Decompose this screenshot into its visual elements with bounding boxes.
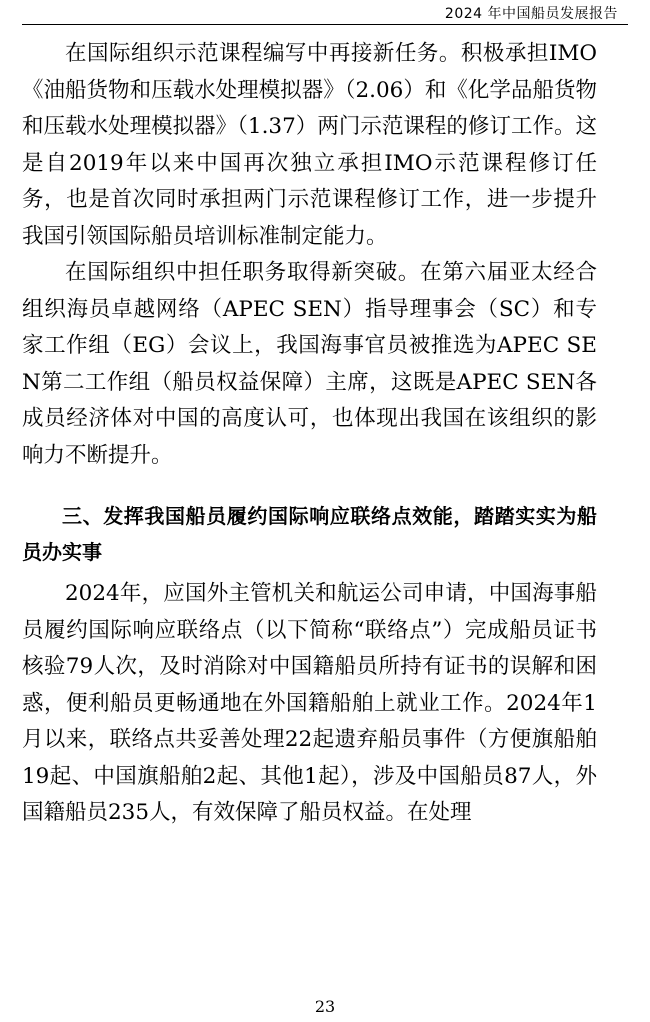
paragraph-apec-sen: 在国际组织中担任职务取得新突破。在第六届亚太经合组织海员卓越网络（APEC SEN）指导理事会（SC）和专家工作组（EG）会议上，我国海事官员被推选为APEC SEN第二工作组（船员权益保障）主席，这既是APEC SEN各成员经济体对中国的高度认可，也体现出我国在该组织的影响力不断提升。: [22, 260, 597, 468]
running-header: 2024 年中国船员发展报告: [444, 6, 618, 22]
page-number: 23: [314, 997, 336, 1016]
header-divider: [22, 24, 628, 25]
section-heading: 三、发挥我国船员履约国际响应联络点效能，踏踏实实为船员办实事: [22, 504, 597, 564]
paragraph-contact-point: 2024年，应国外主管机关和航运公司申请，中国海事船员履约国际响应联络点（以下简称“联络点”）完成船员证书核验79人次，及时消除对中国籍船员所持有证书的误解和困惑，便利船员更畅通地在外国籍船舶上就业工作。2024年1月以来，联络点共妥善处理22起遗弃船员事件（方便旗船舶19起、中国旗船舶2起、其他1起），涉及中国船员87人，外国籍船员235人，有效保障了船员权益。在处理: [22, 581, 597, 825]
paragraph-imo-courses: 在国际组织示范课程编写中再接新任务。积极承担IMO《油船货物和压载水处理模拟器》（2.06）和《化学品船货物和压载水处理模拟器》（1.37）两门示范课程的修订工作。这是自2019年以来中国再次独立承担IMO示范课程修订任务，也是首次同时承担两门示范课程修订工作，进一步提升我国引领国际船员培训标准制定能力。: [22, 41, 597, 249]
document-body: [22, 36, 597, 832]
